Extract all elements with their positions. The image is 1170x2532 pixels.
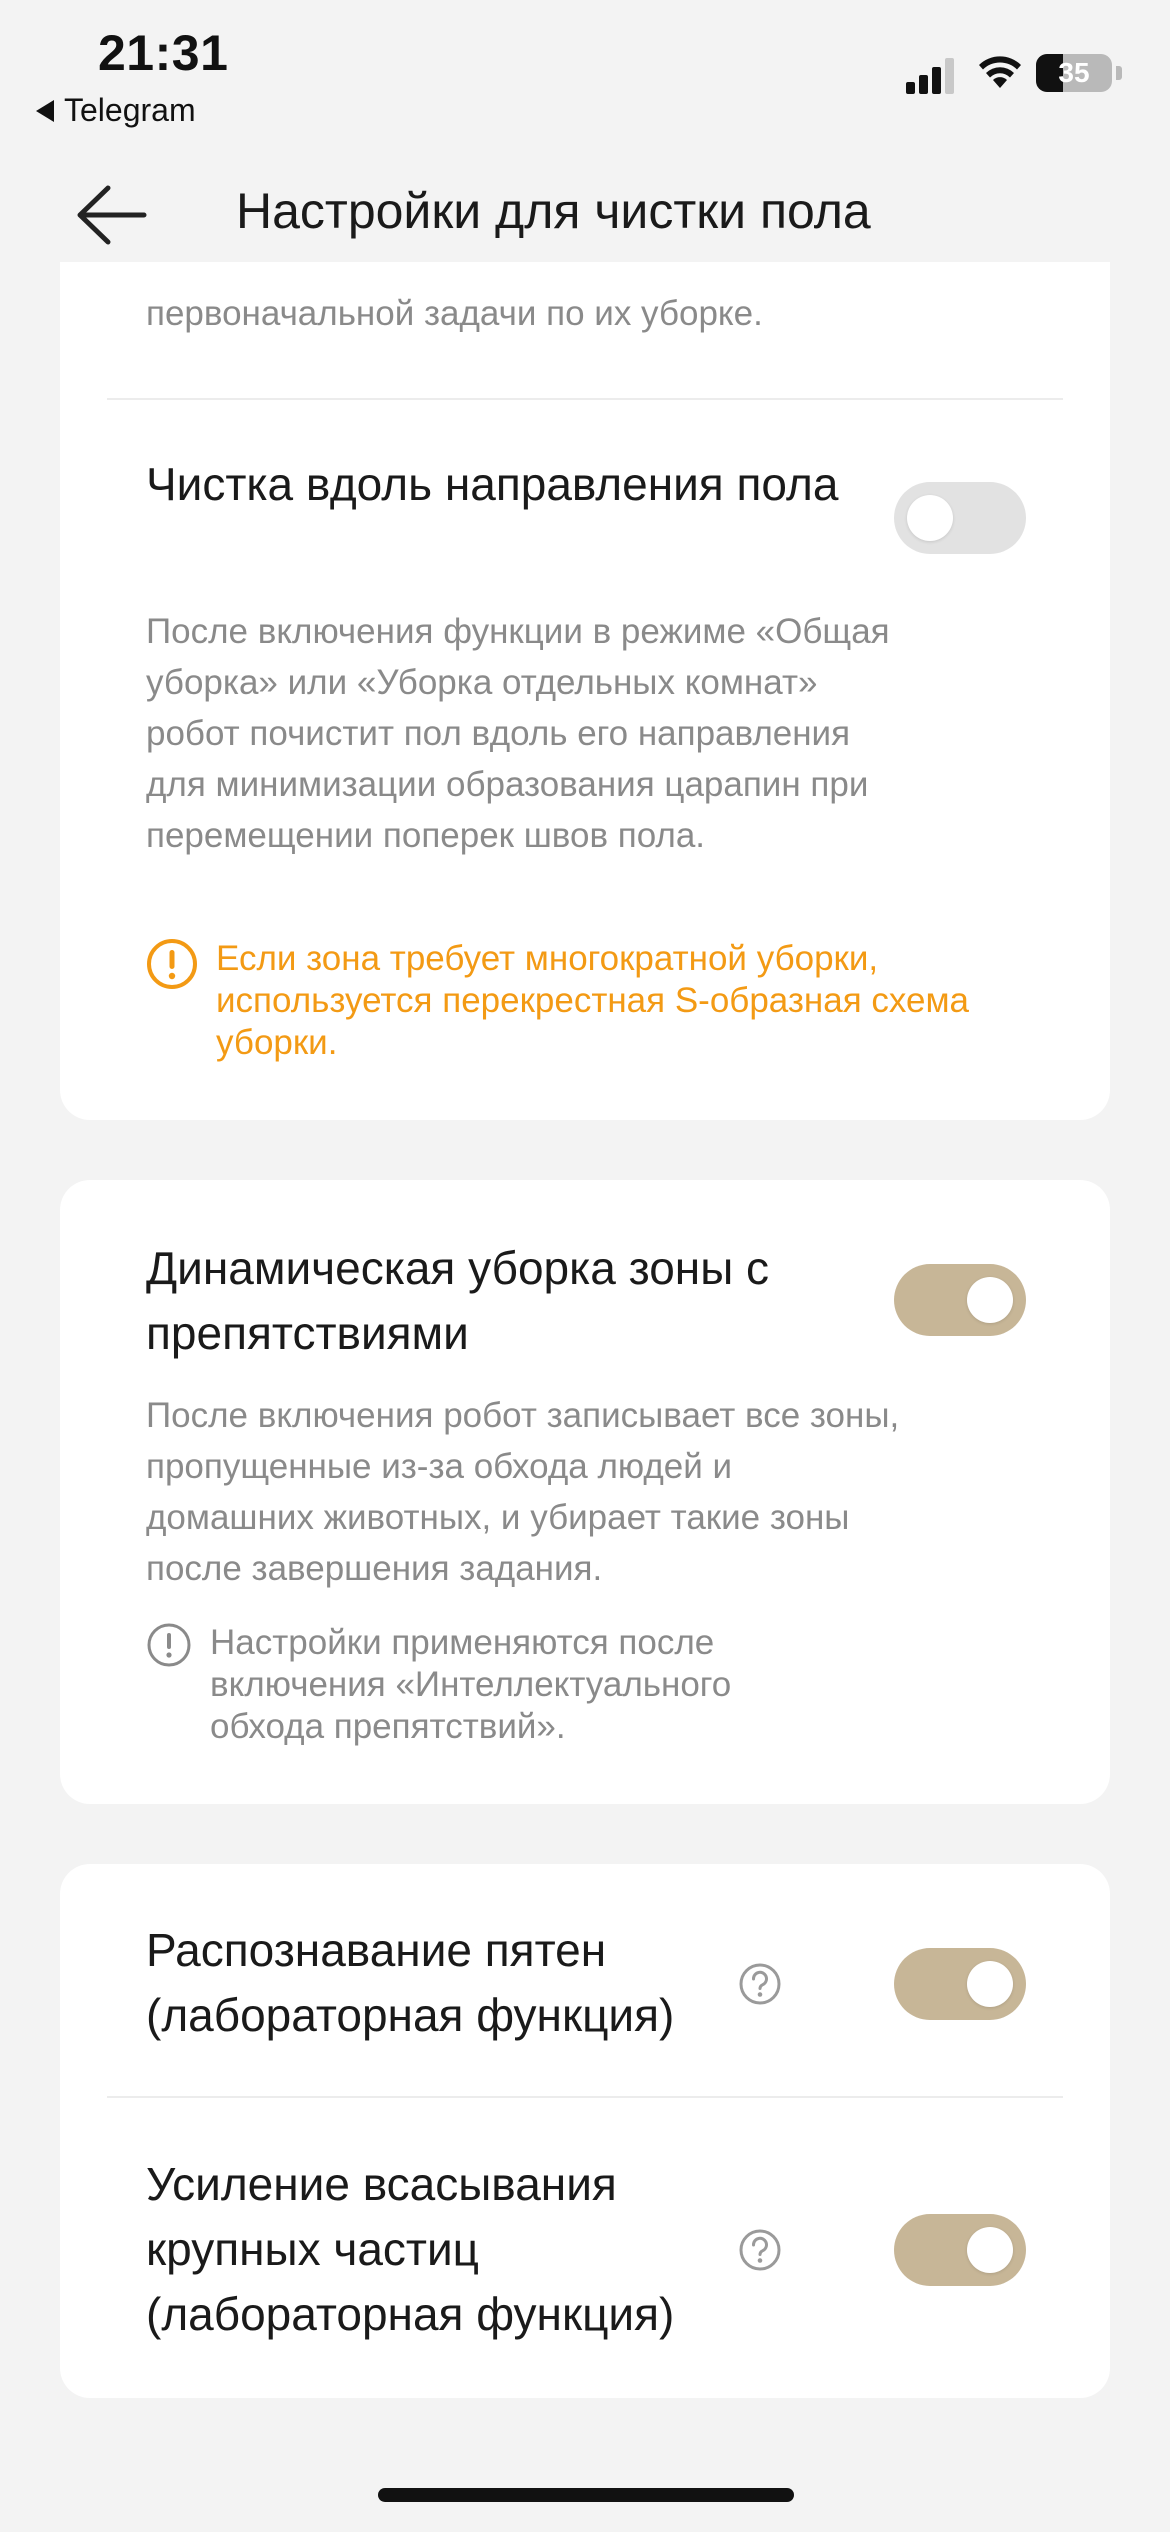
battery-tip [1116,66,1122,80]
setting-description-floor-direction: После включения функции в режиме «Общая уборка» или «Уборка отдельных комнат» робот почистит пол вдоль его направления для минимизации образования царапин при перемещении поперек швов пола. [146,612,890,855]
back-triangle-icon [36,100,54,122]
toggle-knob [907,495,953,541]
warning-note-text: Если зона требует многократной уборки, используется перекрестная S-образная схема уборки. [216,939,969,1062]
wifi-icon [976,52,1024,92]
home-indicator[interactable] [378,2488,794,2502]
setting-title-large-particle-suction: Усиление всасывания крупных частиц (лабораторная функция) [146,2158,675,2340]
back-arrow-icon[interactable] [72,180,152,250]
divider [107,398,1063,400]
help-icon[interactable] [738,2228,782,2272]
setting-title-floor-direction: Чистка вдоль направления пола [146,458,839,510]
page-header [0,150,1170,280]
status-time: 21:31 [98,25,229,81]
page-title: Настройки для чистки пола [236,183,871,239]
battery-icon [1036,54,1112,92]
info-icon [146,1622,192,1668]
settings-card-lab-features [60,1864,1110,2398]
large-particle-suction-toggle[interactable] [894,2214,1026,2286]
settings-card-dynamic-cleaning [60,1180,1110,1804]
info-note-text: Настройки применяются после включения «Интеллектуального обхода препятствий». [210,1623,732,1746]
stain-recognition-toggle[interactable] [894,1948,1026,2020]
battery-percent: 35 [1058,57,1090,88]
warning-icon [146,938,198,990]
settings-card-floor-direction [60,262,1110,1120]
toggle-knob [967,1277,1013,1323]
toggle-knob [967,2227,1013,2273]
help-icon[interactable] [738,1962,782,2006]
cellular-signal-icon [906,58,956,94]
setting-title-stain-recognition: Распознавание пятен (лабораторная функция) [146,1924,675,2041]
warning-note [146,938,1016,1064]
divider [107,2096,1063,2098]
toggle-knob [967,1961,1013,2007]
floor-direction-toggle[interactable] [894,482,1026,554]
previous-setting-description: первоначальной задачи по их уборке. [146,294,763,333]
info-note [146,1622,850,1748]
status-bar [0,0,1170,130]
back-app-label: Telegram [64,92,196,128]
setting-title-dynamic-cleaning: Динамическая уборка зоны с препятствиями [146,1242,770,1359]
back-to-app-link[interactable] [36,92,196,129]
setting-description-dynamic-cleaning: После включения робот записывает все зоны, пропущенные из-за обхода людей и домашних животных, и убирает такие зоны после завершения задания. [146,1396,900,1588]
dynamic-cleaning-toggle[interactable] [894,1264,1026,1336]
